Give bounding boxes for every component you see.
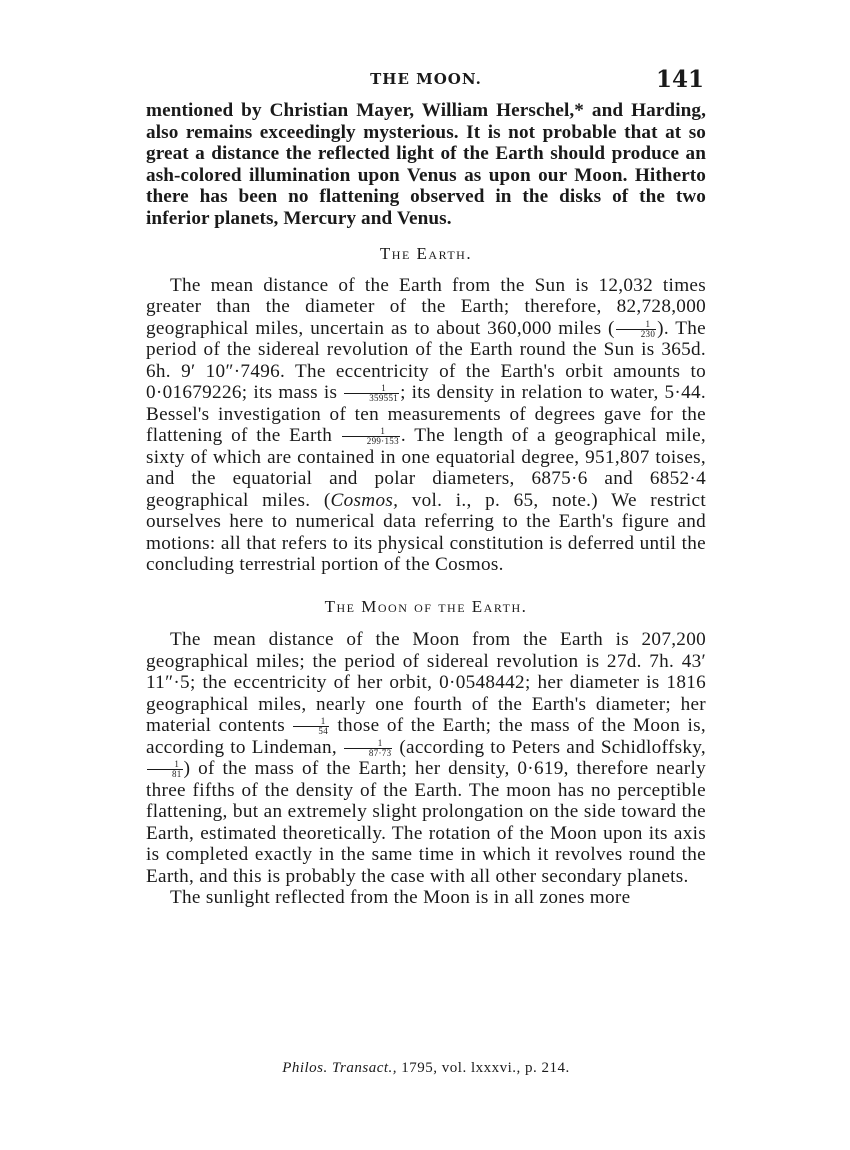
fraction-denominator: 230 [640, 328, 656, 339]
fraction-denominator: 359551 [369, 393, 399, 404]
section-heading-moon: The Moon of the Earth. [324, 596, 528, 616]
fraction-denominator: 87·73 [368, 747, 392, 758]
paragraph-sunlight: The sunlight reflected from the Moon is in all zones more [170, 887, 631, 908]
moon-text-4: ) of the mass of the Earth; her density, 0·619, therefore nearly three fifths of the density of the Earth. The moon has no perceptible flattening, but an extremely slight prolongation on the side toward the Earth, estimated theoretically. The rotation of the Moon upon its axis is completed exactly in the same time in which it revolves round the Earth, and this is probably the case with all other secondary planets. [146, 758, 706, 887]
fraction-denominator: 299·153 [366, 436, 399, 447]
footnote-journal: Philos. Transact., [282, 1060, 398, 1076]
cosmos-reference: Cosmos, [330, 489, 399, 511]
earth-text-5: vol. i., p. 65, note.) We restrict ourselves here to numerical data referring to the Earth's figure and motions: all that refers to its physical constitution is deferred until the concluding terrestrial portion of the Cosmos. [146, 489, 706, 575]
paragraph-earth [146, 275, 706, 576]
footnote-citation: 1795, vol. lxxxvi., p. 214. [397, 1060, 570, 1076]
moon-text-2: those of the Earth; the mass of the Moon is, according to Lindeman, [146, 715, 706, 758]
page-number: 141 [655, 66, 704, 93]
fraction-uncertainty [616, 320, 656, 339]
running-head [146, 66, 706, 96]
earth-text-4: . The length of a geographical mile, sixty of which are contained in one equatorial degree, 951,807 toises, and the equatorial and polar diameters, 6875·6 and 6852·4 geographical miles. ( [146, 425, 706, 511]
fraction-numerator: 1 [344, 384, 399, 394]
earth-text-1: The mean distance of the Earth from the Sun is 12,032 times greater than the diameter of the Earth; therefore, 82,728,000 geographical miles, uncertain as to about 360,000 miles ( [146, 274, 706, 339]
fraction-numerator: 1 [147, 760, 183, 770]
body-text [146, 100, 706, 909]
moon-text-3: (according to Peters and Schidloffsky, [393, 736, 706, 758]
fraction-denominator: 81 [172, 769, 182, 780]
moon-text-1: The mean distance of the Moon from the Earth is 207,200 geographical miles; the period of sidereal revolution is 27d. 7h. 43′ 11″·5; the eccentricity of her orbit, 0·0548442; her diameter is 1816 geographical miles, nearly one fourth of the Earth's diameter; her material contents [146, 629, 706, 736]
fraction-flattening [342, 427, 400, 446]
running-title: THE MOON. [370, 70, 482, 88]
earth-text-2: ). The period of the sidereal revolution of the Earth round the Sun is 365d. 6h. 9′ 10″·7496. The eccentricity of the Earth's orbit amounts to 0·01679226; its mass is [146, 317, 706, 403]
section-heading-earth: The Earth. [379, 244, 473, 263]
fraction-numerator: 1 [616, 320, 656, 330]
fraction-numerator: 1 [344, 739, 393, 749]
fraction-moon-mass-lindeman [344, 739, 393, 758]
fraction-numerator: 1 [293, 717, 329, 727]
fraction-numerator: 1 [342, 427, 400, 437]
fraction-earth-mass [344, 384, 399, 403]
fraction-denominator: 54 [318, 726, 329, 737]
fraction-moon-contents [293, 717, 329, 736]
paragraph-moon [146, 629, 706, 887]
paragraph-continued: mentioned by Christian Mayer, William Herschel,* and Harding, also remains exceedingly mysterious. It is not probable that at so great a distance the reflected light of the Earth should produce an ash-colored illumination upon Venus as upon our Moon. Hitherto there has been no flattening observed in the disks of the two inferior planets, Mercury and Venus. [146, 100, 706, 229]
earth-text-3: ; its density in relation to water, 5·44. Bessel's investigation of ten measurements of degrees gave for the flattening of the Earth [146, 382, 706, 446]
footnote [146, 1060, 706, 1077]
fraction-moon-mass-peters [147, 760, 183, 779]
